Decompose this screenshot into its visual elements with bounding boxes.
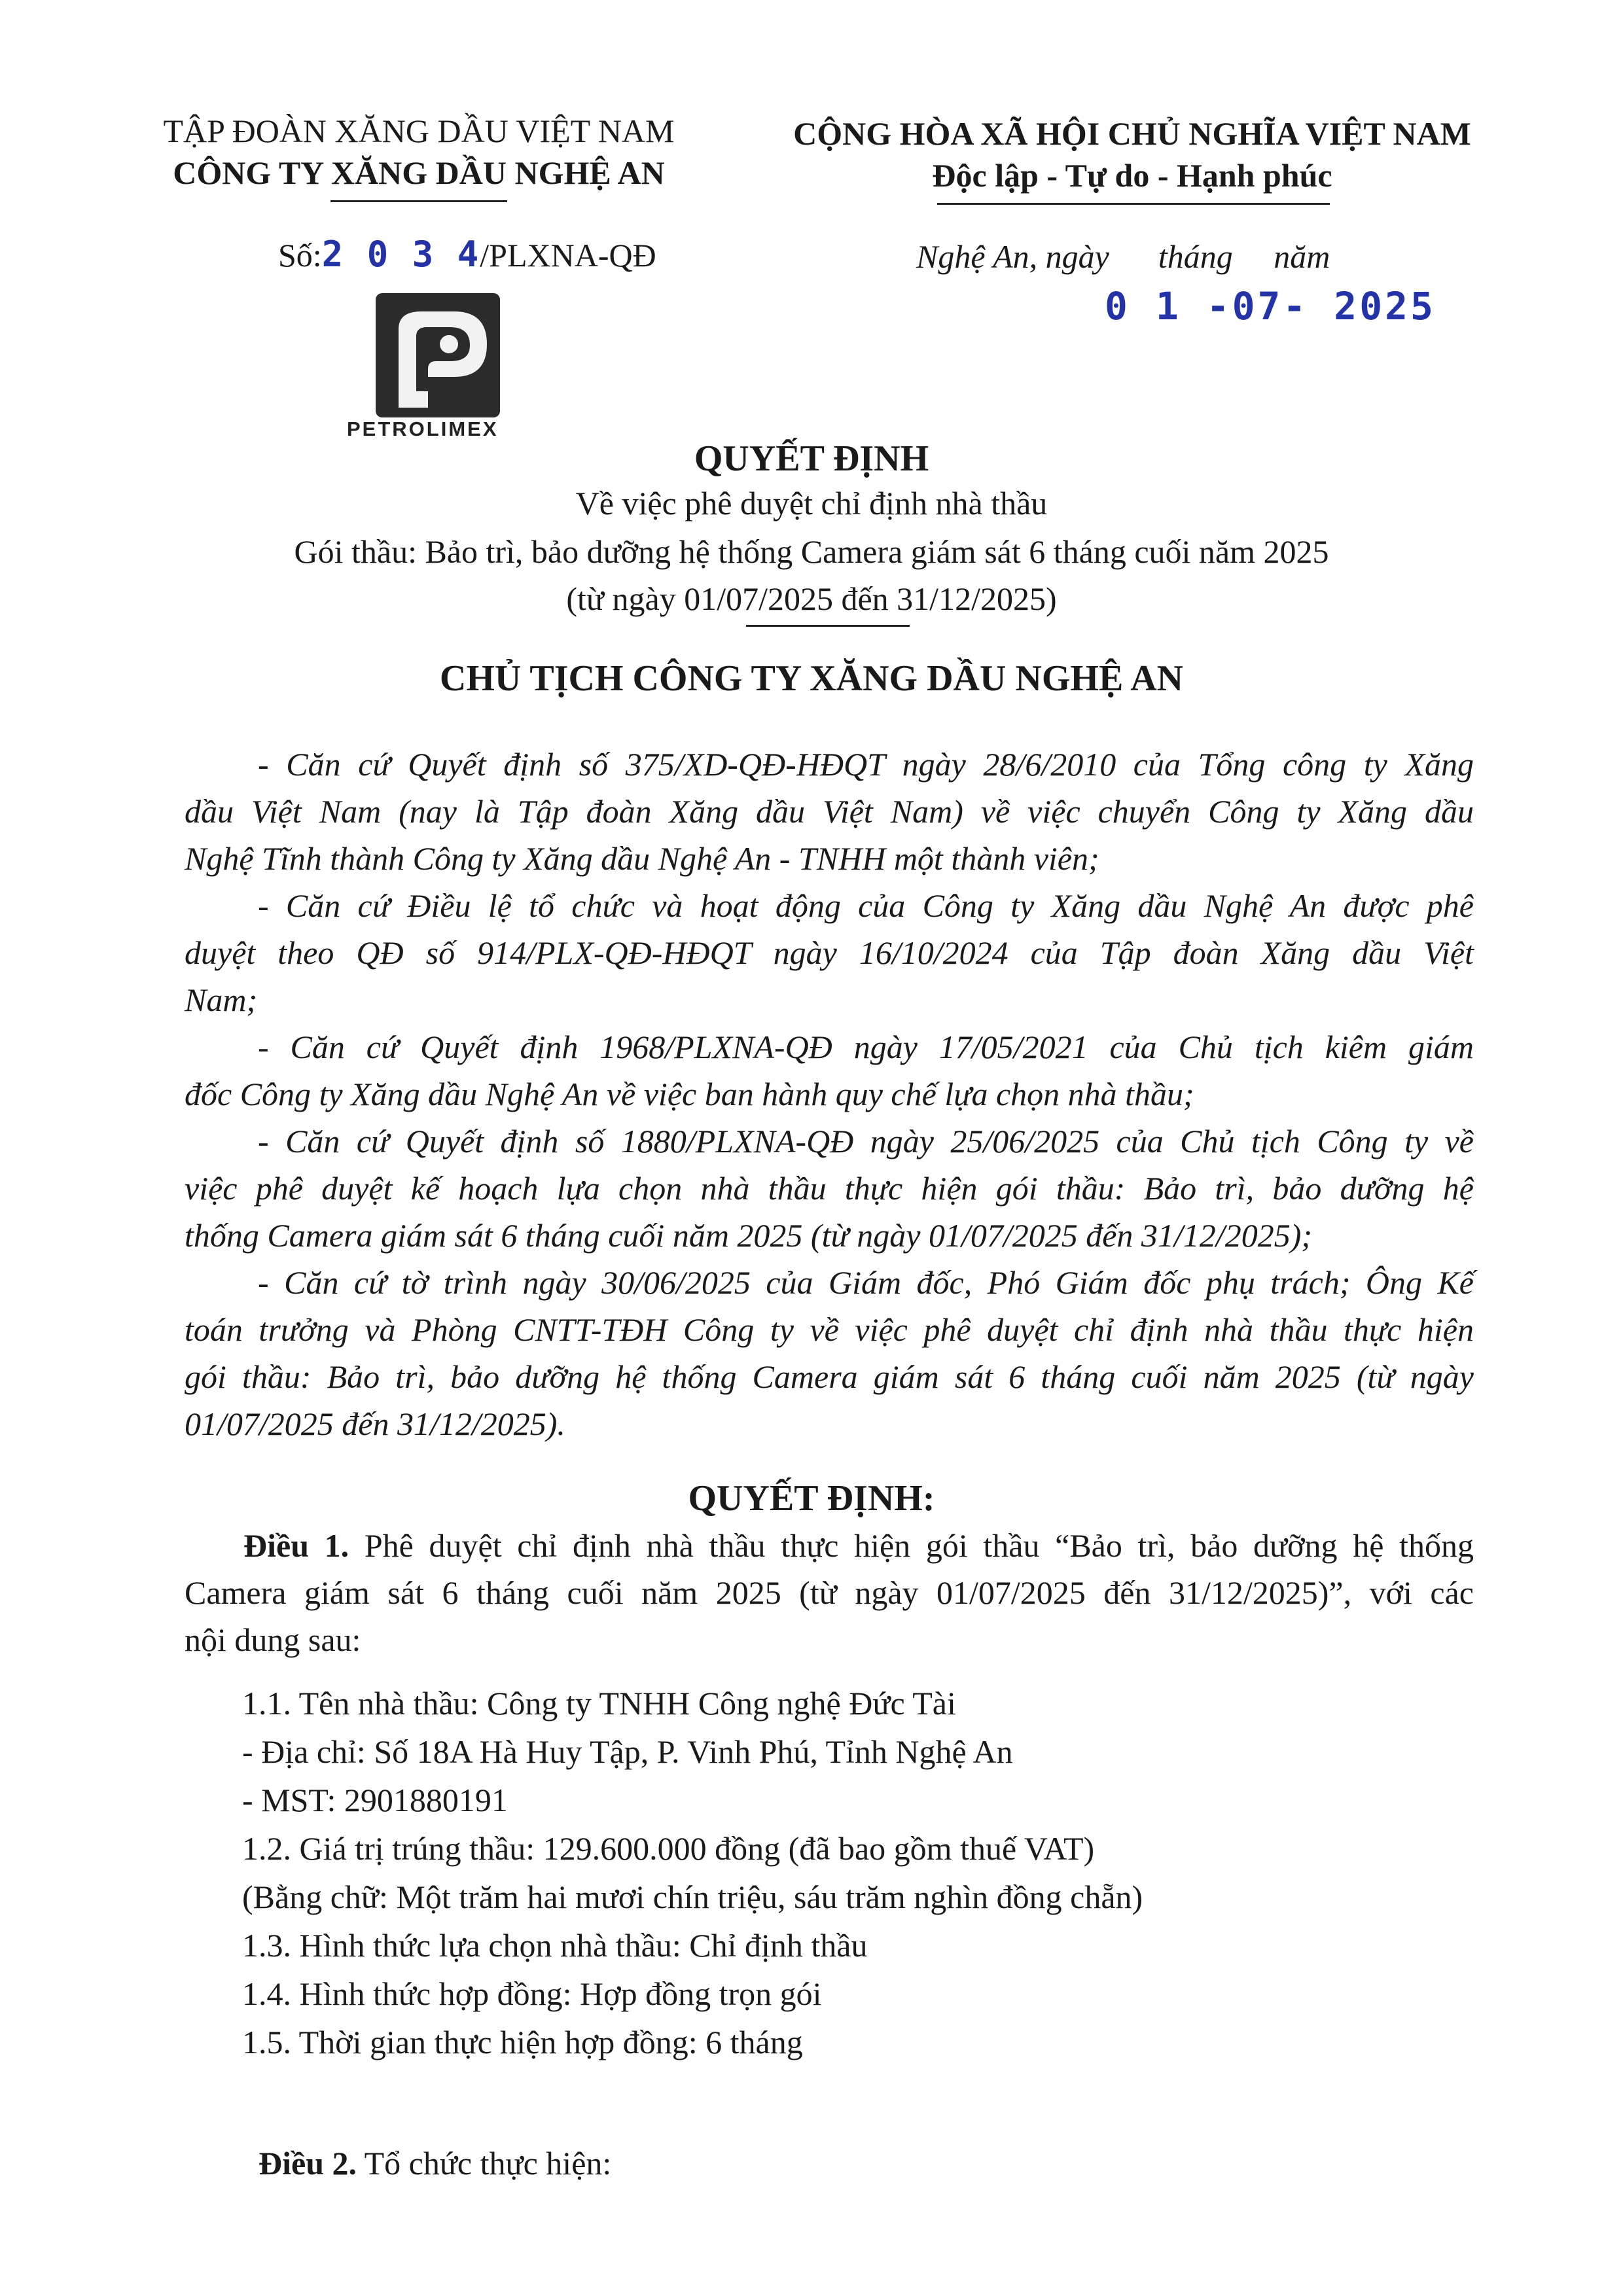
logo-wordmark: PETROLIMEX	[347, 417, 499, 440]
basis-line: thống Camera giám sát 6 tháng cuối năm 2025 (từ ngày 01/07/2025 đến 31/12/2025);	[185, 1217, 1312, 1254]
decision-subject: Về việc phê duyệt chỉ định nhà thầu	[575, 485, 1048, 521]
package-period: (từ ngày 01/07/2025 đến 31/12/2025)	[566, 580, 1057, 617]
doc-number-stamp: 2 0 3 4	[321, 234, 480, 275]
list-item: (Bằng chữ: Một trăm hai mươi chín triệu, sáu trăm nghìn đồng chẵn)	[242, 1879, 1143, 1915]
doc-number-prefix: Số:	[278, 237, 322, 274]
article-1-text: Phê duyệt chỉ định nhà thầu thực hiện gói thầu “Bảo trì, bảo dưỡng hệ thống	[349, 1527, 1474, 1564]
doc-number-suffix: /PLXNA-QĐ	[480, 237, 656, 274]
article-1-items	[242, 1679, 1472, 2066]
motto-underline	[937, 203, 1330, 205]
decision-title: QUYẾT ĐỊNH	[694, 438, 929, 479]
org-underline	[330, 200, 507, 202]
list-item: - MST: 2901880191	[242, 1782, 508, 1818]
list-item: 1.2. Giá trị trúng thầu: 129.600.000 đồng (đã bao gồm thuế VAT)	[242, 1830, 1095, 1867]
decision-heading: QUYẾT ĐỊNH:	[688, 1478, 935, 1519]
article-2-text: Tổ chức thực hiện:	[357, 2145, 612, 2181]
basis-item	[185, 1259, 1474, 1447]
basis-line: đốc Công ty Xăng dầu Nghệ An về việc ban hành quy chế lựa chọn nhà thầu;	[185, 1076, 1194, 1112]
date-stamp: 0 1 -07- 2025	[1105, 284, 1436, 328]
motto: Độc lập - Tự do - Hạnh phúc	[932, 157, 1332, 194]
basis-line: việc phê duyệt kế hoạch lựa chọn nhà thầu thực hiện gói thầu: Bảo trì, bảo dưỡng hệ	[185, 1170, 1474, 1207]
list-item: 1.3. Hình thức lựa chọn nhà thầu: Chỉ định thầu	[242, 1927, 868, 1964]
list-item: 1.5. Thời gian thực hiện hợp đồng: 6 tháng	[242, 2024, 803, 2060]
basis-line: - Căn cứ tờ trình ngày 30/06/2025 của Giám đốc, Phó Giám đốc phụ trách; Ông Kế	[258, 1264, 1474, 1301]
legal-bases	[185, 741, 1474, 1447]
basis-line: dầu Việt Nam (nay là Tập đoàn Xăng dầu Việt Nam) về việc chuyển Công ty Xăng dầu	[185, 793, 1474, 830]
article-2	[242, 2093, 611, 2187]
basis-line: gói thầu: Bảo trì, bảo dưỡng hệ thống Camera giám sát 6 tháng cuối năm 2025 (từ ngày	[185, 1358, 1474, 1395]
org-name: CÔNG TY XĂNG DẦU NGHỆ AN	[173, 154, 665, 191]
country-name: CỘNG HÒA XÃ HỘI CHỦ NGHĨA VIỆT NAM	[793, 115, 1471, 152]
basis-item	[185, 1023, 1474, 1118]
list-item: - Địa chỉ: Số 18A Hà Huy Tập, P. Vinh Phú, Tỉnh Nghệ An	[242, 1733, 1013, 1770]
period-underline	[746, 625, 910, 627]
article-1-line: Camera giám sát 6 tháng cuối năm 2025 (từ ngày 01/07/2025 đến 31/12/2025)”, với các	[185, 1574, 1474, 1611]
org-parent: TẬP ĐOÀN XĂNG DẦU VIỆT NAM	[163, 113, 675, 149]
petrolimex-logo-mark-icon	[376, 293, 500, 417]
article-1-line	[185, 1522, 1474, 1569]
basis-item	[185, 882, 1474, 1023]
basis-line: - Căn cứ Quyết định 1968/PLXNA-QĐ ngày 17/05/2021 của Chủ tịch kiêm giám	[258, 1029, 1474, 1065]
article-1-line: nội dung sau:	[185, 1621, 361, 1658]
article-1-label: Điều 1.	[243, 1527, 349, 1564]
doc-number	[278, 234, 656, 276]
issuing-authority: CHỦ TỊCH CÔNG TY XĂNG DẦU NGHỆ AN	[439, 658, 1184, 699]
basis-line: toán trưởng và Phòng CNTT-TĐH Công ty về việc phê duyệt chỉ định nhà thầu thực hiện	[185, 1311, 1474, 1348]
basis-line: - Căn cứ Quyết định số 1880/PLXNA-QĐ ngày 25/06/2025 của Chủ tịch Công ty về	[258, 1123, 1474, 1159]
place-date: Nghệ An, ngày tháng năm	[916, 238, 1330, 275]
list-item: 1.1. Tên nhà thầu: Công ty TNHH Công nghệ Đức Tài	[242, 1685, 956, 1722]
basis-line: - Căn cứ Quyết định số 375/XD-QĐ-HĐQT ngày 28/6/2010 của Tổng công ty Xăng	[258, 746, 1474, 783]
package-name: Gói thầu: Bảo trì, bảo dưỡng hệ thống Camera giám sát 6 tháng cuối năm 2025	[294, 533, 1329, 570]
list-item: 1.4. Hình thức hợp đồng: Hợp đồng trọn gói	[242, 1975, 822, 2012]
petrolimex-logo	[376, 293, 500, 417]
basis-line: - Căn cứ Điều lệ tổ chức và hoạt động của Công ty Xăng dầu Nghệ An được phê	[258, 887, 1474, 924]
basis-line: 01/07/2025 đến 31/12/2025).	[185, 1405, 565, 1442]
article-2-label: Điều 2.	[259, 2145, 357, 2181]
basis-item	[185, 741, 1474, 882]
basis-line: duyệt theo QĐ số 914/PLX-QĐ-HĐQT ngày 16/10/2024 của Tập đoàn Xăng dầu Việt	[185, 934, 1474, 971]
basis-item	[185, 1118, 1474, 1259]
article-1	[185, 1522, 1474, 1663]
basis-line: Nghệ Tĩnh thành Công ty Xăng dầu Nghệ An - TNHH một thành viên;	[185, 840, 1099, 877]
basis-line: Nam;	[185, 981, 258, 1018]
